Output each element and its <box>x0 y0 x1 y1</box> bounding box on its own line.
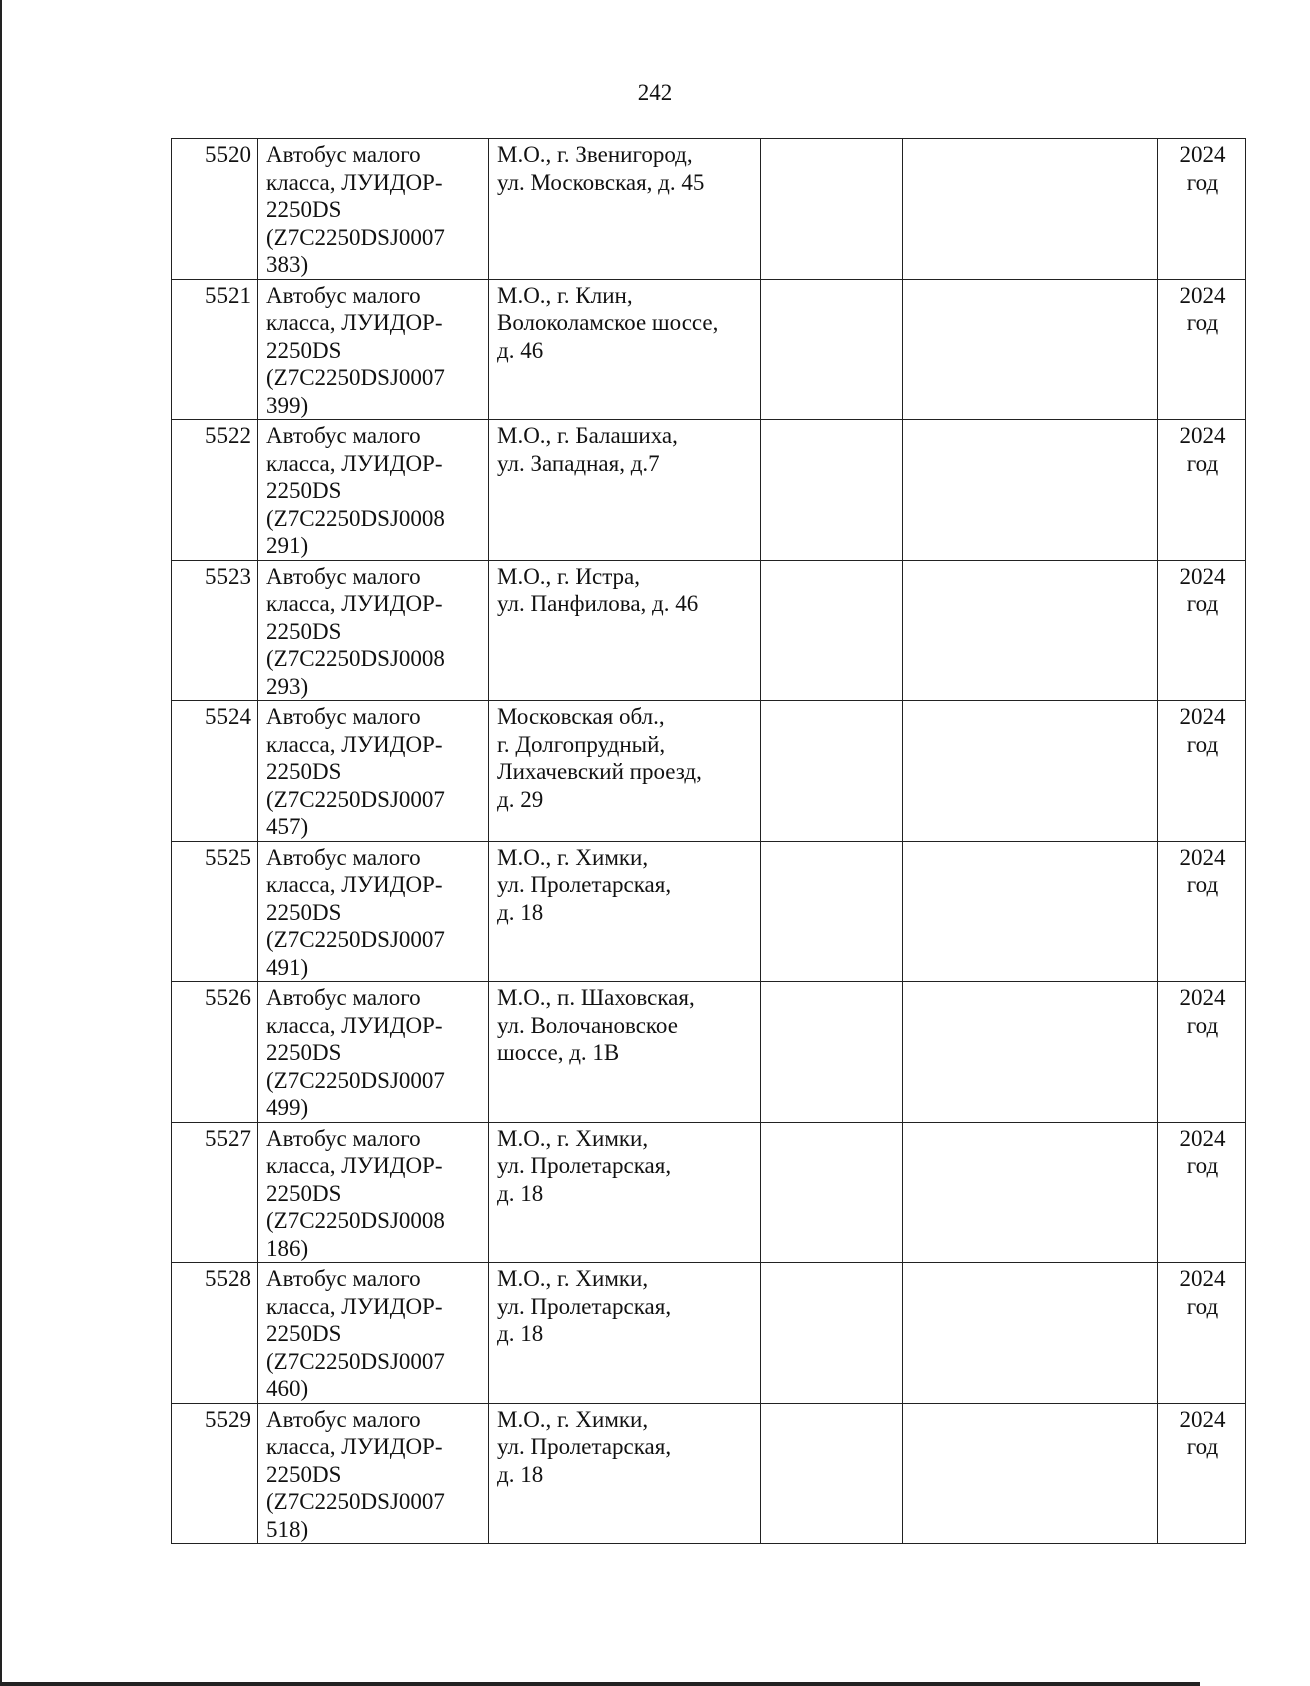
year-line: год <box>1186 1153 1219 1178</box>
vehicle-name-line: 2250DS <box>266 1321 342 1346</box>
empty-cell <box>903 420 1158 561</box>
year-line: год <box>1186 310 1219 335</box>
empty-cell <box>761 1122 903 1263</box>
vehicle-name-line: Автобус малого <box>266 844 421 870</box>
table-row <box>172 279 1246 420</box>
table-row <box>172 841 1246 982</box>
vehicle-name-line: 499) <box>266 1095 309 1120</box>
vehicle-name-line: класса, ЛУИДОР- <box>266 1434 443 1459</box>
row-number-cell: 5527 <box>172 1122 258 1263</box>
address-line: ул. Пролетарская, <box>497 872 672 897</box>
year-cell <box>1158 139 1246 280</box>
empty-cell <box>761 560 903 701</box>
row-number-cell: 5524 <box>172 701 258 842</box>
year-line: год <box>1186 872 1219 897</box>
year-cell <box>1158 560 1246 701</box>
vehicle-name-line: класса, ЛУИДОР- <box>266 169 443 195</box>
table-row <box>172 139 1246 280</box>
year-cell <box>1158 1403 1246 1544</box>
year-line: 2024 <box>1179 142 1226 167</box>
row-number-cell: 5522 <box>172 420 258 561</box>
page-number: 242 <box>637 80 673 105</box>
vehicle-name-line: 2250DS <box>266 478 342 503</box>
empty-cell <box>761 701 903 842</box>
registry-table <box>171 138 1246 1544</box>
vehicle-name-line: (Z7C2250DSJ0007 <box>266 224 445 250</box>
year-line: год <box>1186 1434 1219 1459</box>
address-cell <box>489 1122 761 1263</box>
address-line: М.О., г. Звенигород, <box>497 142 693 167</box>
address-cell <box>489 279 761 420</box>
year-line: 2024 <box>1179 704 1226 729</box>
vehicle-name-line: класса, ЛУИДОР- <box>266 591 443 616</box>
page-border-bottom <box>0 1682 1200 1686</box>
address-line: д. 18 <box>497 1180 544 1206</box>
address-cell <box>489 841 761 982</box>
year-line: 2024 <box>1179 985 1226 1010</box>
empty-cell <box>761 420 903 561</box>
address-line: Лихачевский проезд, <box>497 759 702 784</box>
address-line: М.О., г. Химки, <box>497 1125 649 1151</box>
empty-cell <box>903 1263 1158 1404</box>
vehicle-name-line: Автобус малого <box>266 985 421 1010</box>
address-line: ул. Волочановское <box>497 1012 678 1038</box>
vehicle-name-line: 399) <box>266 392 309 418</box>
vehicle-name-cell <box>258 560 489 701</box>
address-cell <box>489 982 761 1123</box>
year-line: 2024 <box>1179 1266 1226 1291</box>
vehicle-name-line: класса, ЛУИДОР- <box>266 731 443 757</box>
year-cell <box>1158 279 1246 420</box>
vehicle-name-line: (Z7C2250DSJ0008 <box>266 505 445 531</box>
vehicle-name-line: (Z7C2250DSJ0007 <box>266 786 445 812</box>
address-line: д. 18 <box>497 1321 544 1346</box>
row-number-cell: 5521 <box>172 279 258 420</box>
empty-cell <box>903 701 1158 842</box>
address-line: М.О., п. Шаховская, <box>497 985 695 1010</box>
table-row <box>172 982 1246 1123</box>
vehicle-name-cell <box>258 139 489 280</box>
year-line: год <box>1186 169 1219 195</box>
vehicle-name-line: 383) <box>266 252 309 277</box>
year-line: 2024 <box>1179 282 1226 308</box>
empty-cell <box>903 279 1158 420</box>
address-line: шоссе, д. 1В <box>497 1040 620 1065</box>
year-cell <box>1158 420 1246 561</box>
vehicle-name-cell <box>258 1263 489 1404</box>
address-line: М.О., г. Истра, <box>497 563 641 589</box>
address-line: М.О., г. Клин, <box>497 282 633 308</box>
empty-cell <box>903 841 1158 982</box>
year-line: 2024 <box>1179 563 1226 589</box>
row-number-cell: 5523 <box>172 560 258 701</box>
vehicle-name-line: 491) <box>266 954 309 980</box>
address-line: М.О., г. Химки, <box>497 844 649 870</box>
address-line: ул. Пролетарская, <box>497 1434 672 1459</box>
address-line: М.О., г. Химки, <box>497 1406 649 1432</box>
table-row <box>172 560 1246 701</box>
empty-cell <box>761 841 903 982</box>
vehicle-name-line: класса, ЛУИДОР- <box>266 310 443 335</box>
vehicle-name-cell <box>258 701 489 842</box>
table-row <box>172 1403 1246 1544</box>
empty-cell <box>903 560 1158 701</box>
year-line: 2024 <box>1179 844 1226 870</box>
vehicle-name-line: Автобус малого <box>266 282 421 308</box>
vehicle-name-cell <box>258 841 489 982</box>
vehicle-name-cell <box>258 982 489 1123</box>
vehicle-name-line: Автобус малого <box>266 1266 421 1291</box>
year-cell <box>1158 1122 1246 1263</box>
vehicle-name-line: 2250DS <box>266 1040 342 1065</box>
address-line: Московская обл., <box>497 704 665 729</box>
vehicle-name-line: 2250DS <box>266 197 342 222</box>
vehicle-name-line: 2250DS <box>266 759 342 784</box>
vehicle-name-line: 460) <box>266 1376 309 1401</box>
year-line: год <box>1186 591 1219 616</box>
year-cell <box>1158 1263 1246 1404</box>
vehicle-name-line: Автобус малого <box>266 1125 421 1151</box>
year-cell <box>1158 841 1246 982</box>
table-row <box>172 1263 1246 1404</box>
vehicle-name-line: 186) <box>266 1235 309 1261</box>
vehicle-name-line: (Z7C2250DSJ0008 <box>266 646 445 671</box>
address-cell <box>489 701 761 842</box>
vehicle-name-line: 293) <box>266 673 309 699</box>
year-line: год <box>1186 1012 1219 1038</box>
year-line: год <box>1186 1293 1219 1319</box>
address-line: ул. Западная, д.7 <box>497 450 660 476</box>
vehicle-name-line: 2250DS <box>266 1180 342 1206</box>
year-cell <box>1158 982 1246 1123</box>
address-line: ул. Пролетарская, <box>497 1153 672 1178</box>
vehicle-name-line: класса, ЛУИДОР- <box>266 1012 443 1038</box>
address-line: ул. Панфилова, д. 46 <box>497 591 699 616</box>
empty-cell <box>761 1263 903 1404</box>
vehicle-name-line: 2250DS <box>266 899 342 925</box>
year-cell <box>1158 701 1246 842</box>
vehicle-name-line: класса, ЛУИДОР- <box>266 1153 443 1178</box>
address-cell <box>489 1403 761 1544</box>
vehicle-name-line: Автобус малого <box>266 423 421 448</box>
vehicle-name-line: класса, ЛУИДОР- <box>266 450 443 476</box>
year-line: год <box>1186 731 1219 757</box>
address-line: ул. Московская, д. 45 <box>497 169 705 195</box>
vehicle-name-line: Автобус малого <box>266 563 421 589</box>
row-number-cell: 5528 <box>172 1263 258 1404</box>
vehicle-name-line: 518) <box>266 1516 309 1542</box>
empty-cell <box>761 982 903 1123</box>
vehicle-name-line: (Z7C2250DSJ0007 <box>266 1067 445 1093</box>
year-line: год <box>1186 450 1219 476</box>
vehicle-name-line: 457) <box>266 814 309 839</box>
row-number-cell: 5529 <box>172 1403 258 1544</box>
address-line: д. 18 <box>497 899 544 925</box>
vehicle-name-line: (Z7C2250DSJ0007 <box>266 365 445 390</box>
empty-cell <box>903 1403 1158 1544</box>
address-line: М.О., г. Балашиха, <box>497 423 678 448</box>
empty-cell <box>761 1403 903 1544</box>
table-row <box>172 1122 1246 1263</box>
page-border-left <box>0 0 2 1686</box>
address-line: д. 46 <box>497 337 544 363</box>
vehicle-name-line: класса, ЛУИДОР- <box>266 872 443 897</box>
table-row <box>172 420 1246 561</box>
vehicle-name-line: Автобус малого <box>266 142 421 167</box>
empty-cell <box>761 139 903 280</box>
row-number-cell: 5520 <box>172 139 258 280</box>
address-line: Волоколамское шоссе, <box>497 310 719 335</box>
vehicle-name-line: (Z7C2250DSJ0007 <box>266 927 445 952</box>
vehicle-name-cell <box>258 279 489 420</box>
empty-cell <box>903 1122 1158 1263</box>
address-line: ул. Пролетарская, <box>497 1293 672 1319</box>
empty-cell <box>761 279 903 420</box>
vehicle-name-cell <box>258 1403 489 1544</box>
vehicle-name-line: (Z7C2250DSJ0007 <box>266 1489 445 1514</box>
empty-cell <box>903 139 1158 280</box>
vehicle-name-line: (Z7C2250DSJ0008 <box>266 1208 445 1233</box>
address-cell <box>489 139 761 280</box>
year-line: 2024 <box>1179 1406 1226 1432</box>
address-line: М.О., г. Химки, <box>497 1266 649 1291</box>
vehicle-name-line: 2250DS <box>266 1461 342 1487</box>
vehicle-name-cell <box>258 420 489 561</box>
vehicle-name-line: класса, ЛУИДОР- <box>266 1293 443 1319</box>
year-line: 2024 <box>1179 1125 1226 1151</box>
row-number-cell: 5526 <box>172 982 258 1123</box>
address-line: г. Долгопрудный, <box>497 731 666 757</box>
row-number-cell: 5525 <box>172 841 258 982</box>
vehicle-name-line: 2250DS <box>266 618 342 644</box>
address-cell <box>489 420 761 561</box>
registry-table-body <box>172 139 1246 1544</box>
vehicle-name-line: Автобус малого <box>266 704 421 729</box>
address-line: д. 29 <box>497 786 544 812</box>
vehicle-name-line: Автобус малого <box>266 1406 421 1432</box>
vehicle-name-line: 2250DS <box>266 337 342 363</box>
vehicle-name-line: 291) <box>266 533 309 558</box>
address-cell <box>489 1263 761 1404</box>
table-row <box>172 701 1246 842</box>
vehicle-name-line: (Z7C2250DSJ0007 <box>266 1348 445 1374</box>
empty-cell <box>903 982 1158 1123</box>
vehicle-name-cell <box>258 1122 489 1263</box>
address-line: д. 18 <box>497 1461 544 1487</box>
year-line: 2024 <box>1179 423 1226 448</box>
address-cell <box>489 560 761 701</box>
